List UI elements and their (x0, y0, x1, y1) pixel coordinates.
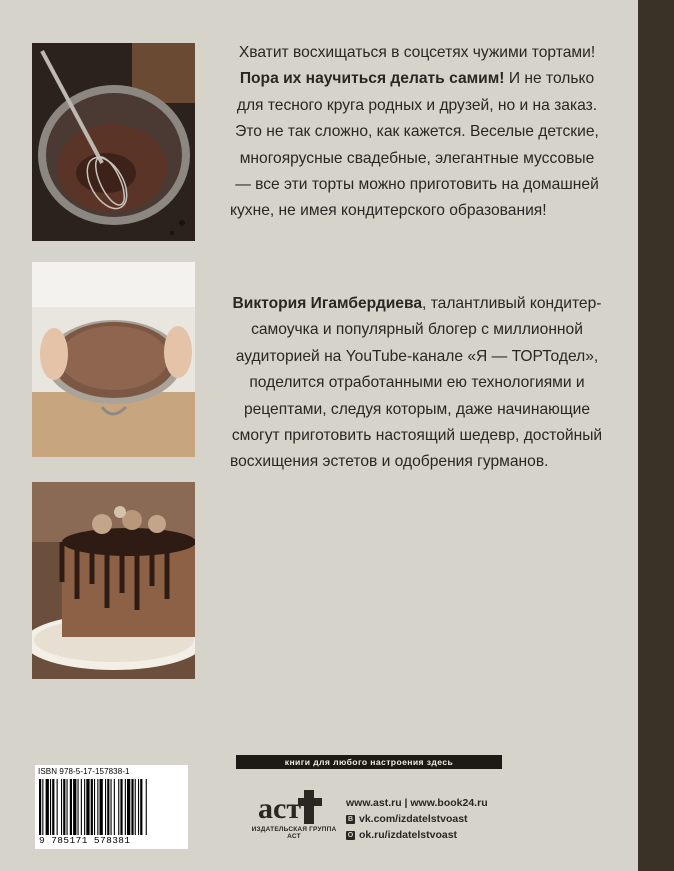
author-description: , талантливый кондитер-самоучка и популярный блогер с миллионной аудиторией на YouTube-канале «Я — ТОРТодел», поделится отработанными ею технологиями и рецептами, следуя которым, даже начинающие смогут приготовить настоящий шедевр, достойный восхищения эстетов и одобрения гурманов. (230, 295, 603, 471)
web-links-row (346, 795, 488, 811)
isbn-label: ISBN 978-5-17-157838-1 (38, 767, 130, 776)
web-links[interactable]: www.ast.ru | www.book24.ru (346, 797, 488, 809)
barcode-number: 9 785171 578381 (39, 835, 131, 846)
book-spine-edge (638, 0, 674, 871)
logo-mark: аст (258, 792, 302, 825)
author-paragraph (230, 291, 604, 476)
barcode-icon (39, 779, 185, 835)
barcode-block (35, 765, 188, 849)
publisher-name: ИЗДАТЕЛЬСКАЯ ГРУППА АСТ (251, 826, 337, 840)
publisher-links (346, 795, 488, 843)
photo-baked-sponge-in-tin (32, 262, 195, 457)
tagline-ribbon: книги для любого настроения здесь (236, 755, 502, 769)
ok-link[interactable]: ok.ru/izdatelstvoast (359, 829, 458, 841)
ok-link-row (346, 827, 488, 843)
para1-bold-call: Пора их научиться делать самим! (239, 70, 505, 88)
vk-icon: В (347, 815, 354, 823)
para1-text-1: Хватит восхищаться в соцсетях чужими тортами! (238, 44, 596, 61)
author-name: Виктория Игамбердиева (232, 295, 423, 312)
vk-link[interactable]: vk.com/izdatelstvoast (359, 813, 468, 825)
vk-link-row (346, 811, 488, 827)
ok-icon: О (347, 831, 354, 839)
description-paragraph-1 (230, 40, 604, 225)
photo-whisk-chocolate-bowl (32, 43, 195, 241)
photo-chocolate-drip-cake (32, 482, 195, 679)
para1-text-2: И не только для тесного круга родных и друзей, но и на заказ. Это не так сложно, как кажется. Веселые детские, многоярусные свадебные, элегантные муссовые — все эти торты можно приготовить на домашней кухне, не имея кондитерского образования! (230, 70, 599, 220)
